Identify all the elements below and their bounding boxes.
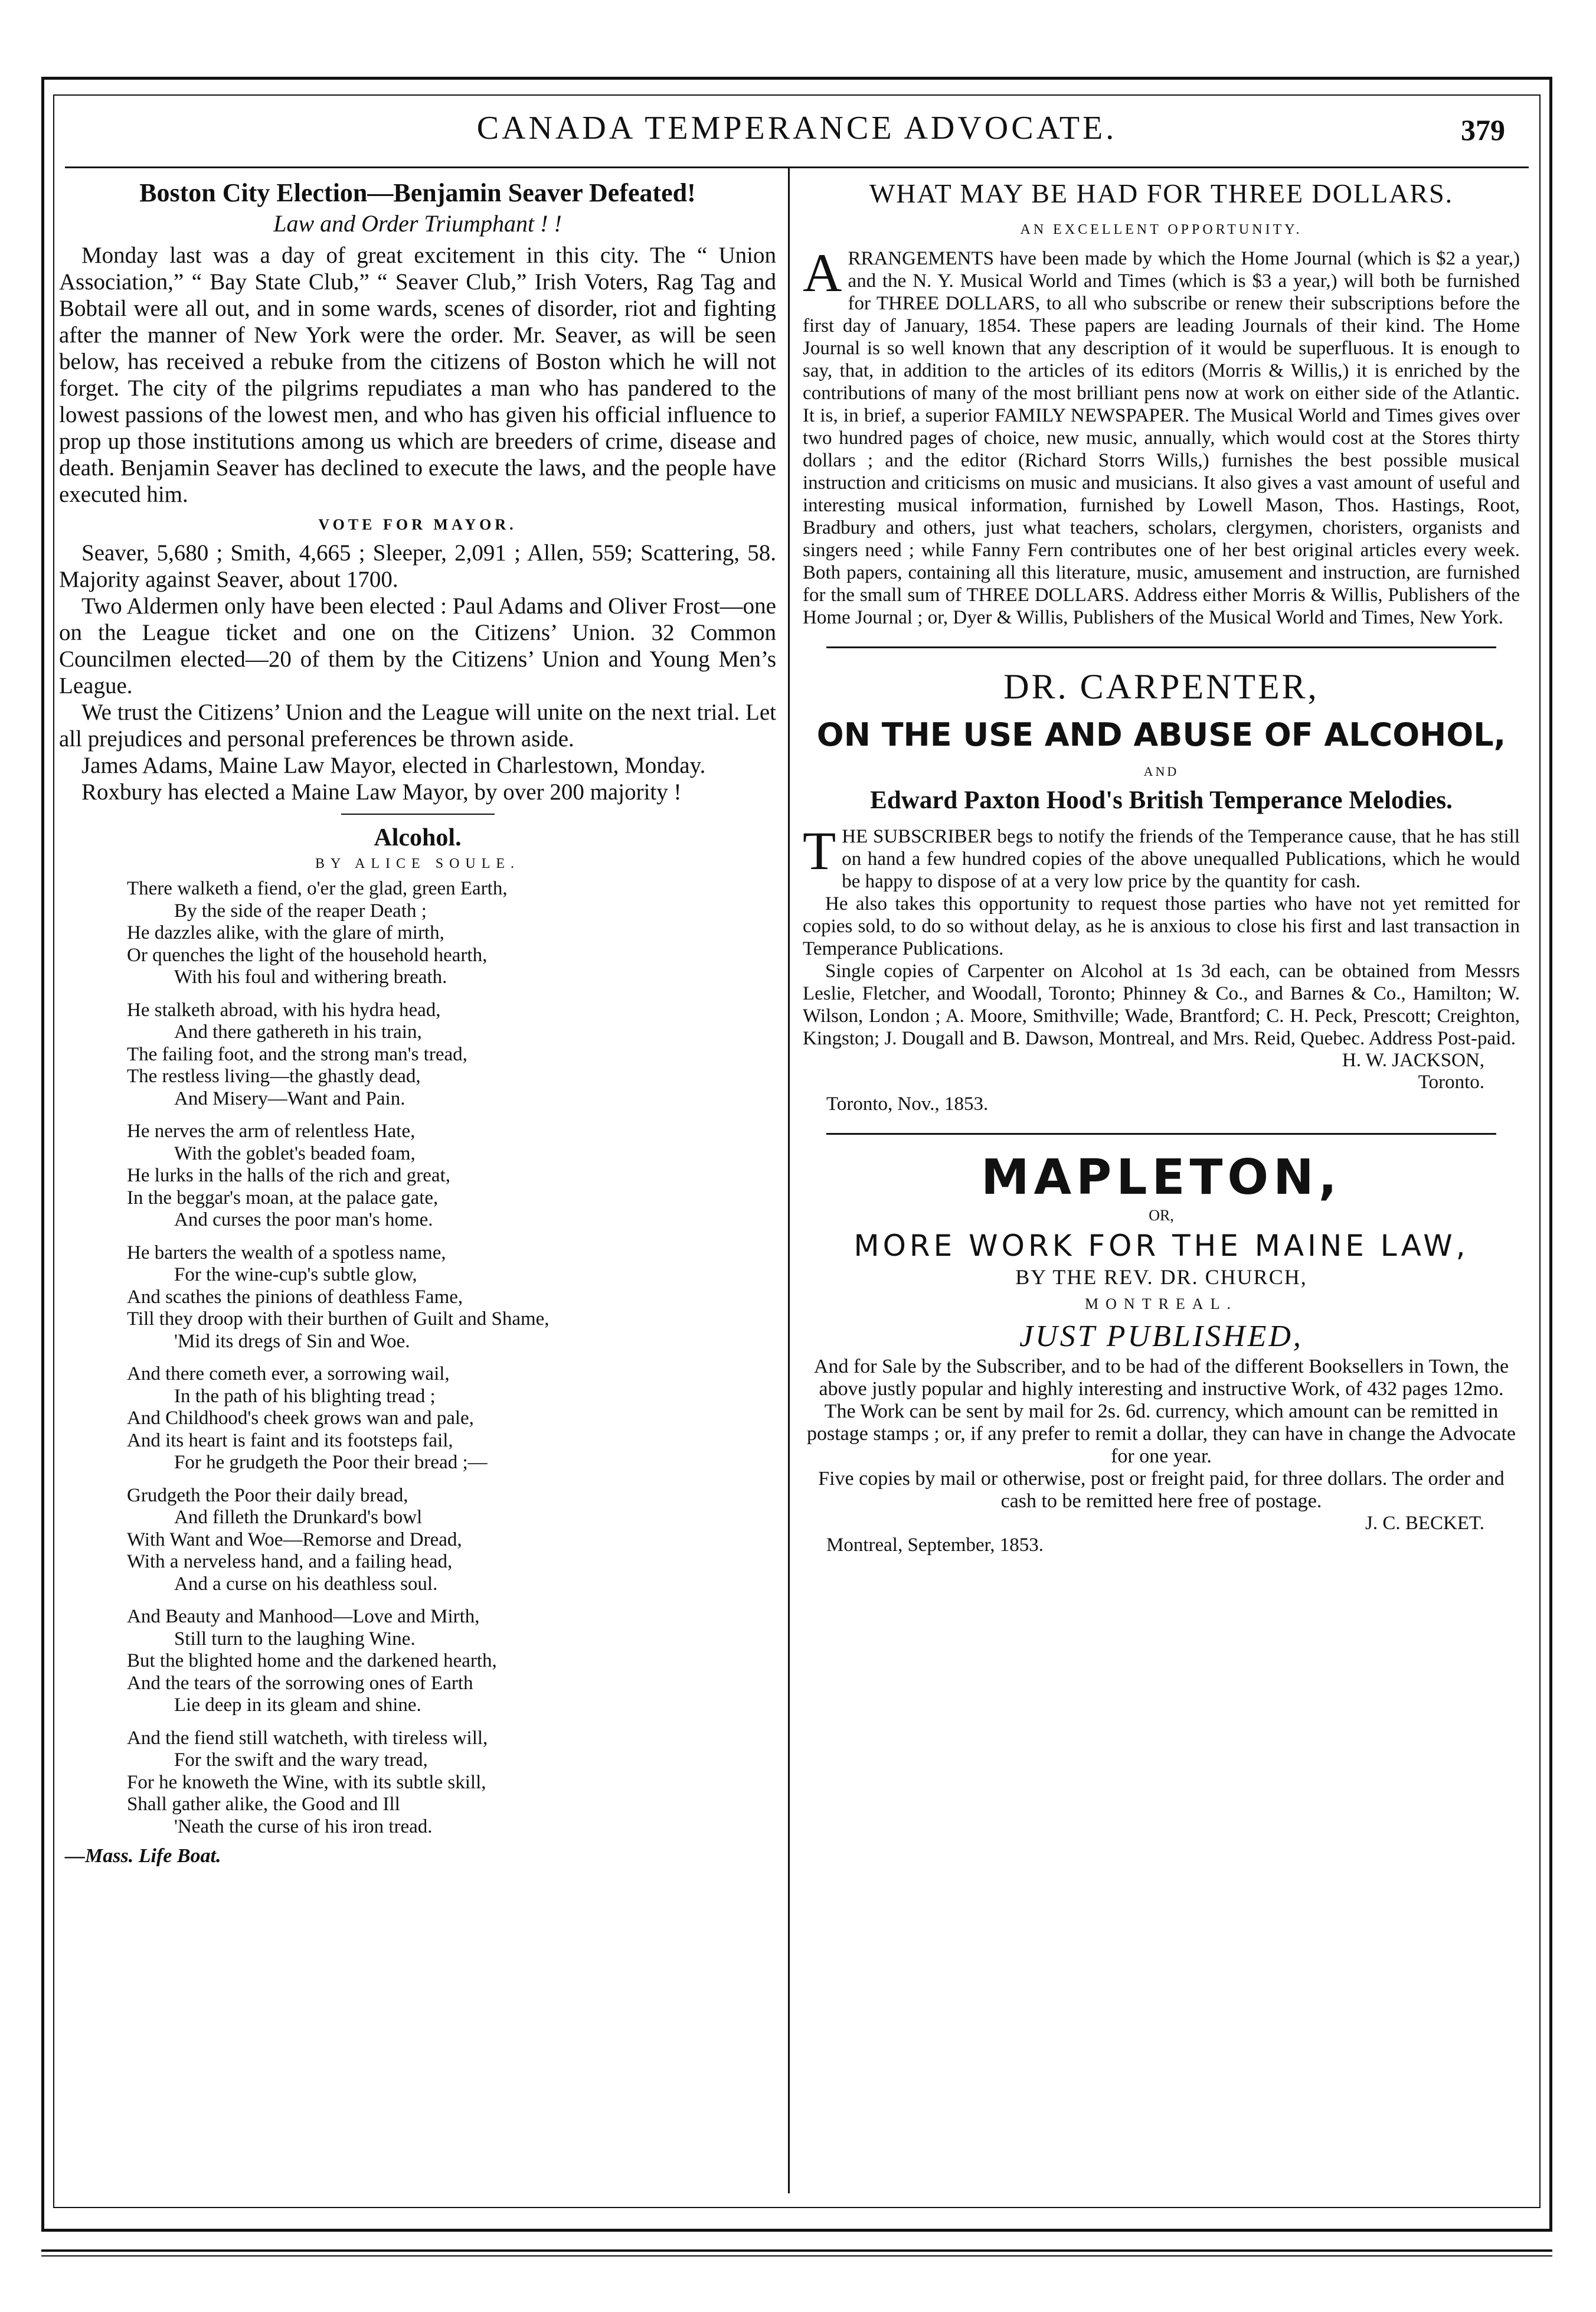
- poem-line: And a curse on his deathless soul.: [174, 1573, 438, 1595]
- poem-line: He lurks in the halls of the rich and great,: [127, 1165, 450, 1186]
- poem-stanza: [59, 1121, 776, 1232]
- poem-stanza: [59, 1242, 776, 1353]
- poem-line: The failing foot, and the strong man's tread,: [127, 1043, 467, 1065]
- page-header: [65, 109, 1529, 159]
- poem-line: And filleth the Drunkard's bowl: [174, 1507, 423, 1528]
- ad-text: HE SUBSCRIBER begs to notify the friends of the Temperance cause, that he has still on hand a few hundred copies of the above unequalled Publications, which he would be happy to dispose of at a very low price by the quantity for cash.: [842, 826, 1520, 892]
- ad-text: RRANGEMENTS have been made by which the Home Journal (which is $2 a year,) and the N. Y. Musical World and Times (which is $3 a year,) will both be furnished for THREE DOLLARS, to all who subscribe or renew their subscriptions before the first day of January, 1854. These papers are leading Journals of their kind. The Home Journal is so well known that any description of it would be superfluous. It is enough to say, that, in addition to the articles of its editors (Morris & Willis,) it is enriched by the contributions of many of the most brilliant pens now at work on either side of the Atlantic. It is, in brief, a superior FAMILY NEWSPAPER. The Musical World and Times gives over two hundred pages of choice, new music, annually, which would cost at the Stores thirty dollars ; and the editor (Richard Storrs Wills,) furnishes the best possible musical instruction and criticisms on music and musicians. It also gives a vast amount of useful and interesting musical information, furnished by Lowell Mason, Thos. Hastings, Root, Bradbury and others, just what teachers, scholars, clergymen, choristers, organists and singers need ; while Fanny Fern contributes one of her best original articles every week. Both papers, containing all this literature, music, amusement and instruction, are furnished for the small sum of THREE DOLLARS. Address either Morris & Willis, Publishers of the Home Journal ; or, Dyer & Willis, Publishers of the Musical World and Times, New York.: [803, 248, 1520, 628]
- poem-line: And curses the poor man's home.: [174, 1209, 433, 1230]
- poem-body: [59, 878, 776, 1838]
- poem-line: And there gathereth in his train,: [174, 1021, 422, 1043]
- left-column: [59, 177, 776, 1867]
- poem-stanza: [59, 878, 776, 989]
- poem-line: 'Neath the curse of his iron tread.: [174, 1815, 433, 1837]
- article-paragraph: We trust the Citizens’ Union and the League will unite on the next trial. Let all prejudices and personal preferences be thrown aside.: [59, 700, 776, 752]
- ad-melodies: Edward Paxton Hood's British Temperance Melodies.: [870, 786, 1453, 814]
- ad-paragraph: Single copies of Carpenter on Alcohol at 1s 3d each, can be obtained from Messrs Leslie, Fletcher, and Woodall, Toronto; Phinney & Co., and Barnes & Co., Hamilton; W. Wilson, London ; A. Moore, Smithville; Wade, Brantford; C. H. Peck, Prescott; Creighton, Kingston; J. Dougall and B. Dawson, Montreal, and Mrs. Reid, Quebec. Address Post-paid.: [803, 961, 1520, 1049]
- poem-line: With Want and Woe—Remorse and Dread,: [127, 1529, 462, 1550]
- poem-line: In the path of his blighting tread ;: [174, 1385, 436, 1407]
- poem-line: By the side of the reaper Death ;: [174, 900, 427, 922]
- poem-line: He dazzles alike, with the glare of mirth,: [127, 922, 444, 943]
- poem-line: With a nerveless hand, and a failing head,: [127, 1551, 453, 1572]
- poem-line: For the wine-cup's subtle glow,: [174, 1264, 417, 1285]
- article-paragraph: Monday last was a day of great excitement in this city. The “ Union Association,” “ Bay State Club,” “ Seaver Club,” Irish Voters, Rag Tag and Bobtail were all out, and in some wards, scenes of disorder, riot and fighting after the manner of New York were the order. Mr. Seaver, as will be seen below, has received a rebuke from the citizens of Boston which he will not forget. The city of the pilgrims repudiates a man who has pandered to the lowest passions of the lowest men, and who has given his official influence to prop up those institutions among us which are breeders of crime, disease and death. Benjamin Seaver has declined to execute the laws, and the people have executed him.: [59, 243, 776, 507]
- poem-line: For he knoweth the Wine, with its subtle skill,: [127, 1771, 486, 1793]
- section-rule: [826, 646, 1496, 648]
- ad-signature: H. W. JACKSON,: [1342, 1050, 1484, 1071]
- poem-line: He nerves the arm of relentless Hate,: [127, 1121, 416, 1142]
- poem-stanza: [59, 1363, 776, 1474]
- ad-paragraph: And for Sale by the Subscriber, and to be had of the different Booksellers in Town, the above justly popular and highly interesting and instructive Work, of 432 pages 12mo.: [813, 1356, 1509, 1400]
- right-column: [803, 177, 1520, 1556]
- article-subhead: Law and Order Triumphant ! !: [273, 210, 562, 237]
- poem-line: For he grudgeth the Poor their bread ;—: [174, 1452, 488, 1473]
- poem-line: 'Mid its dregs of Sin and Woe.: [174, 1330, 410, 1352]
- ad-subtitle: MORE WORK FOR THE MAINE LAW,: [853, 1229, 1469, 1263]
- poem-line: He barters the wealth of a spotless name,: [127, 1242, 446, 1263]
- ad-paragraph: Five copies by mail or otherwise, post or freight paid, for three dollars. The order and cash to be remitted here free of postage.: [818, 1468, 1505, 1512]
- ad-body: [803, 243, 1520, 629]
- ad-signature: J. C. BECKET.: [1365, 1513, 1484, 1534]
- ad-title: MAPLETON,: [981, 1150, 1342, 1206]
- ad-signature-place: Toronto.: [1418, 1072, 1484, 1093]
- vote-heading: VOTE FOR MAYOR.: [318, 516, 517, 533]
- poem-line: And the fiend still watcheth, with tireless will,: [127, 1727, 488, 1749]
- poem-line: Still turn to the laughing Wine.: [174, 1628, 416, 1650]
- ad-paragraph: The Work can be sent by mail for 2s. 6d. currency, which amount can be remitted in postage stamps ; or, if any prefer to remit a dollar, they can have in change the Advocate for one year.: [806, 1400, 1516, 1467]
- poem-line: And Beauty and Manhood—Love and Mirth,: [127, 1606, 480, 1627]
- poem-title: Alcohol.: [374, 824, 462, 851]
- ad-dateline: Montreal, September, 1853.: [826, 1534, 1044, 1556]
- poem-line: And its heart is faint and its footsteps fail,: [127, 1429, 453, 1451]
- article-paragraph: Seaver, 5,680 ; Smith, 4,665 ; Sleeper, 2,091 ; Allen, 559; Scattering, 58. Majority against Seaver, about 1700.: [59, 540, 776, 592]
- article-headline: Boston City Election—Benjamin Seaver Defeated!: [139, 178, 696, 207]
- article-paragraph: Two Aldermen only have been elected : Paul Adams and Oliver Frost—one on the League ticket and one on the Citizens’ Union. 32 Common Councilmen elected—20 of them by the Citizens’ Union and Young Men’s League.: [59, 593, 776, 698]
- ad-byline: BY THE REV. DR. CHURCH,: [1015, 1265, 1307, 1289]
- poem-line: He stalketh abroad, with his hydra head,: [127, 999, 441, 1021]
- poem-line: And Misery—Want and Pain.: [174, 1088, 405, 1109]
- poem-line: In the beggar's moan, at the palace gate,: [127, 1187, 439, 1209]
- poem-attribution: —Mass. Life Boat.: [65, 1845, 221, 1867]
- poem-line: And the tears of the sorrowing ones of Earth: [127, 1672, 473, 1694]
- section-rule: [826, 1133, 1496, 1135]
- poem-line: And there cometh ever, a sorrowing wail,: [127, 1363, 450, 1384]
- drop-cap: T: [803, 821, 836, 881]
- poem-stanza: [59, 1485, 776, 1596]
- ad-and: AND: [1143, 764, 1179, 779]
- poem-line: Or quenches the light of the household hearth,: [127, 944, 488, 966]
- poem-stanza: [59, 1606, 776, 1717]
- page-title: CANADA TEMPERANCE ADVOCATE.: [476, 110, 1117, 146]
- ad-paragraph: He also takes this opportunity to request those parties who have not yet remitted for copies sold, to do so without delay, as he is anxious to close his first and last transaction in Temperance Publications.: [803, 893, 1520, 959]
- poem-stanza: [59, 1728, 776, 1839]
- poem-line: There walketh a fiend, o'er the glad, green Earth,: [127, 878, 508, 899]
- poem-stanza: [59, 1000, 776, 1111]
- poem-byline: BY ALICE SOULE.: [315, 856, 521, 871]
- poem-line: But the blighted home and the darkened hearth,: [127, 1650, 497, 1671]
- poem-line: With the goblet's beaded foam,: [174, 1142, 416, 1164]
- poem-line: The restless living—the ghastly dead,: [127, 1066, 421, 1087]
- article-paragraph: Roxbury has elected a Maine Law Mayor, by over 200 majority !: [81, 779, 682, 805]
- poem-line: For the swift and the wary tread,: [174, 1749, 428, 1771]
- footer-rules: [41, 2249, 1552, 2257]
- ad-dateline: Toronto, Nov., 1853.: [826, 1093, 989, 1115]
- article-paragraph: James Adams, Maine Law Mayor, elected in Charlestown, Monday.: [81, 753, 706, 778]
- drop-cap: A: [803, 243, 842, 303]
- poem-line: And Childhood's cheek grows wan and pale,: [127, 1408, 474, 1429]
- page-number: 379: [1461, 113, 1505, 146]
- section-rule: [341, 814, 495, 815]
- ad-body: [803, 821, 1520, 893]
- ad-headline: WHAT MAY BE HAD FOR THREE DOLLARS.: [869, 178, 1454, 208]
- poem-line: Grudgeth the Poor their daily bread,: [127, 1484, 408, 1506]
- poem-line: And scathes the pinions of deathless Fame,: [127, 1286, 463, 1308]
- ad-name: DR. CARPENTER,: [1003, 667, 1319, 706]
- poem-line: Shall gather alike, the Good and Ill: [127, 1794, 400, 1815]
- poem-line: Lie deep in its gleam and shine.: [174, 1694, 421, 1716]
- header-rule: [65, 166, 1529, 168]
- ad-subhead: AN EXCELLENT OPPORTUNITY.: [1020, 222, 1303, 237]
- ad-just-published: JUST PUBLISHED,: [1019, 1320, 1303, 1353]
- poem-line: With his foul and withering breath.: [174, 966, 447, 988]
- poem-line: Till they droop with their burthen of Guilt and Shame,: [127, 1308, 550, 1330]
- column-divider: [788, 168, 790, 2193]
- ad-place: MONTREAL.: [1085, 1295, 1238, 1312]
- ad-or: OR,: [1149, 1207, 1174, 1224]
- ad-title: ON THE USE AND ABUSE OF ALCOHOL,: [816, 716, 1506, 753]
